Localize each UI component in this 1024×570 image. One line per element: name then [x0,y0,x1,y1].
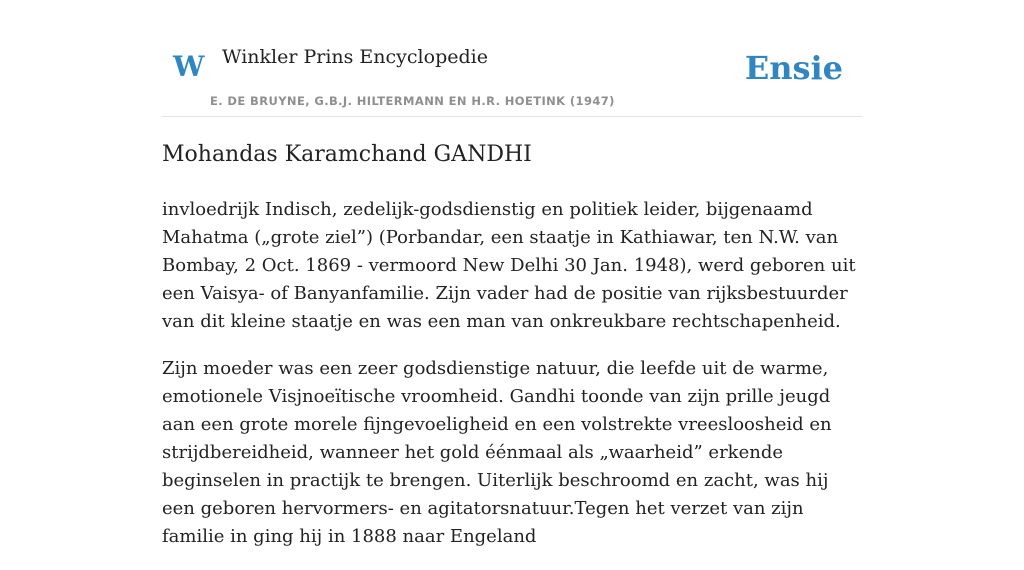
article-title: Mohandas Karamchand GANDHI [162,142,532,167]
ensie-logo[interactable]: Ensie [744,49,843,87]
article-paragraph-1: invloedrijk Indisch, zedelijk-godsdienstig en politiek leider, bijgenaamd Mahatma („grote ziel”) (Porbandar, een staatje in Kathiawar, ten N.W. van Bombay, 2 Oct. 1869 - vermoord New Delhi 30 Jan. 1948), werd geboren uit een Vaisya- of Banyanfamilie. Zijn vader had de positie van rijksbestuurder van dit kleine staatje en was een man van onkreukbare rechtschapenheid. [162,199,856,332]
w-logo-icon[interactable]: W [173,50,205,83]
article-paragraph-2: Zijn moeder was een zeer godsdienstige natuur, die leefde uit de warme, emotionele Visjnoeïtische vroomheid. Gandhi toonde van zijn prille jeugd aan een grote morele fijngevoeligheid en een volstrekte vreesloosheid en strijdbereidheid, wanneer het gold éénmaal als „waarheid” erkende beginselen in practijk te brengen. Uiterlijk beschroomd en zacht, was hij een geboren hervormers- en agitatorsnatuur.Tegen het verzet van zijn familie in ging hij in 1888 naar Engeland [162,358,832,547]
authors-byline: E. DE BRUYNE, G.B.J. HILTERMANN EN H.R. HOETINK (1947) [210,94,615,108]
article [162,138,862,570]
site-header [162,40,862,117]
site-title[interactable]: Winkler Prins Encyclopedie [222,46,488,68]
